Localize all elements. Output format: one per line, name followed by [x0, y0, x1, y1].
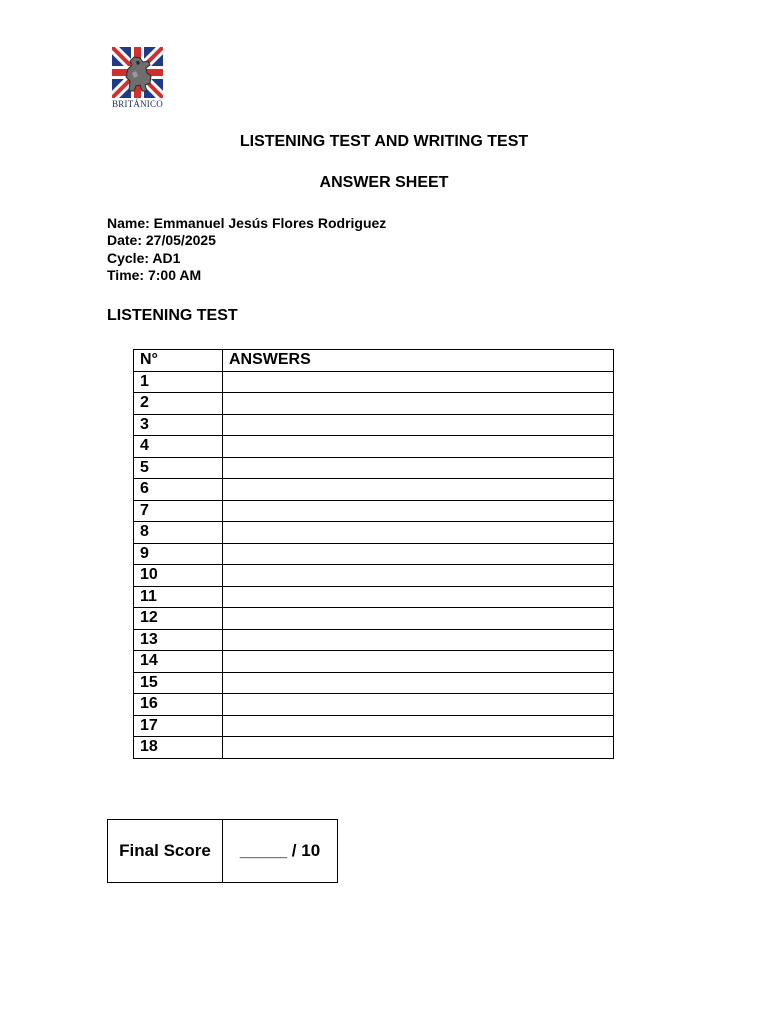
- table-row: [134, 565, 614, 587]
- row-number: 7: [134, 500, 223, 522]
- table-row: [134, 543, 614, 565]
- page-title: LISTENING TEST AND WRITING TEST: [239, 133, 529, 150]
- table-row: [134, 436, 614, 458]
- answer-cell[interactable]: [223, 414, 614, 436]
- row-number: 11: [134, 586, 223, 608]
- answer-cell[interactable]: [223, 436, 614, 458]
- table-row: [134, 651, 614, 673]
- table-row: [134, 479, 614, 501]
- row-number: 14: [134, 651, 223, 673]
- table-row: [134, 393, 614, 415]
- table-row: [134, 608, 614, 630]
- row-number: 13: [134, 629, 223, 651]
- row-number: 2: [134, 393, 223, 415]
- row-number: 5: [134, 457, 223, 479]
- answer-cell[interactable]: [223, 715, 614, 737]
- table-row: [134, 457, 614, 479]
- answer-cell[interactable]: [223, 565, 614, 587]
- student-info: [107, 215, 386, 284]
- answer-cell[interactable]: [223, 608, 614, 630]
- answer-cell[interactable]: [223, 371, 614, 393]
- row-number: 12: [134, 608, 223, 630]
- table-row: [134, 629, 614, 651]
- row-number: 16: [134, 694, 223, 716]
- table-header-row: [134, 350, 614, 372]
- page-subtitle: ANSWER SHEET: [319, 174, 449, 191]
- answer-cell[interactable]: [223, 522, 614, 544]
- britanico-logo: [112, 47, 163, 113]
- answers-table: [133, 349, 614, 759]
- row-number: 3: [134, 414, 223, 436]
- test-date: Date: 27/05/2025: [107, 232, 216, 249]
- table-row: [134, 371, 614, 393]
- section-title: LISTENING TEST: [107, 307, 238, 324]
- answer-cell[interactable]: [223, 672, 614, 694]
- answer-cell[interactable]: [223, 479, 614, 501]
- answer-cell[interactable]: [223, 694, 614, 716]
- table-row: [134, 586, 614, 608]
- answer-cell[interactable]: [223, 393, 614, 415]
- answer-cell[interactable]: [223, 457, 614, 479]
- table-row: [134, 694, 614, 716]
- test-cycle: Cycle: AD1: [107, 249, 181, 266]
- table-row: [134, 522, 614, 544]
- final-score-label: Final Score: [108, 820, 223, 883]
- row-number: 18: [134, 737, 223, 759]
- student-name: Name: Emmanuel Jesús Flores Rodriguez: [107, 215, 387, 231]
- table-row: [134, 414, 614, 436]
- union-jack-lion-icon: [112, 47, 163, 98]
- answer-cell[interactable]: [223, 543, 614, 565]
- table-row: [134, 737, 614, 759]
- row-number: 6: [134, 479, 223, 501]
- table-row: [134, 500, 614, 522]
- table-row: [134, 715, 614, 737]
- header-answers: ANSWERS: [223, 350, 614, 372]
- row-number: 4: [134, 436, 223, 458]
- final-score-value: _____ / 10: [223, 820, 338, 883]
- row-number: 15: [134, 672, 223, 694]
- row-number: 10: [134, 565, 223, 587]
- test-time: Time: 7:00 AM: [107, 266, 202, 283]
- logo-text: BRITÁNICO: [112, 99, 163, 109]
- row-number: 8: [134, 522, 223, 544]
- answer-cell[interactable]: [223, 737, 614, 759]
- answer-cell[interactable]: [223, 629, 614, 651]
- header-number: N°: [134, 350, 223, 372]
- answer-cell[interactable]: [223, 651, 614, 673]
- row-number: 9: [134, 543, 223, 565]
- row-number: 1: [134, 371, 223, 393]
- row-number: 17: [134, 715, 223, 737]
- table-row: [134, 672, 614, 694]
- final-score-box: [107, 819, 338, 883]
- answer-cell[interactable]: [223, 500, 614, 522]
- answer-cell[interactable]: [223, 586, 614, 608]
